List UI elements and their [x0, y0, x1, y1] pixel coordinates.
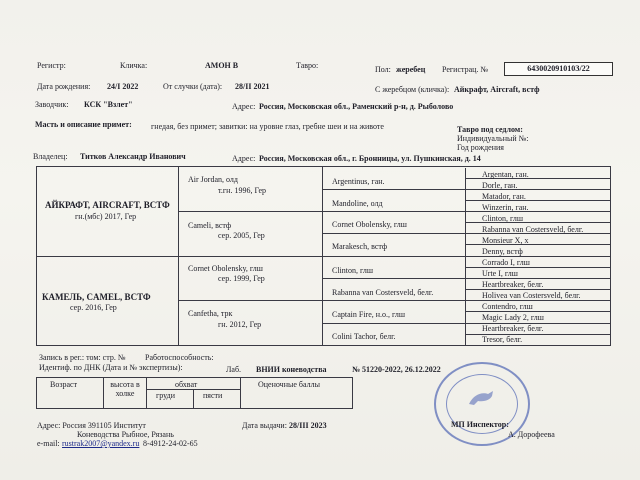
gen4-name: Tresor, белг. — [482, 335, 523, 344]
gen4-name: Magic Lady 2, глш — [482, 313, 544, 322]
gen4-name: Holivea van Costersveld, белг. — [482, 291, 581, 300]
gen2-info: сер. 2005, Гер — [218, 231, 265, 240]
gen2-name: Cameli, встф — [188, 221, 232, 230]
gen4-name: Clinton, глш — [482, 214, 524, 223]
year-label: Год рождения — [457, 143, 504, 152]
regnum-label: Регистрац. № — [442, 65, 489, 74]
gen4-name: Argentan, ган. — [482, 170, 529, 179]
owner-label: Владелец: — [33, 152, 68, 161]
stallion-label: С жеребцом (кличка): — [375, 85, 450, 94]
gen2-info: гн. 2012, Гер — [218, 320, 262, 329]
gen3-name: Cornet Obolensky, глш — [332, 220, 407, 229]
gen4-name: Urte I, глш — [482, 269, 518, 278]
gen2-info: сер. 1999, Гер — [218, 274, 265, 283]
gen4-name: Denny, встф — [482, 247, 523, 256]
inspector-name: А. Дорофеева — [508, 430, 555, 439]
gen4-name: Winzerin, ган. — [482, 203, 529, 212]
mating-value: 28/II 2021 — [235, 82, 270, 91]
email-link[interactable]: rustrak2007@yandex.ru — [62, 439, 140, 448]
brand-title: Тавро под седлом: — [457, 125, 523, 134]
gen2-name: Canfetha, трк — [188, 309, 233, 318]
ident-label: Идентиф. по ДНК (Дата и № экспертизы): — [39, 363, 183, 372]
expertise-value: № 51220-2022, 26.12.2022 — [352, 365, 441, 374]
nickname-label: Кличка: — [120, 61, 148, 70]
record-label: Запись в рег.: том: стр. № — [39, 353, 126, 362]
sex-value: жеребец — [396, 65, 426, 74]
gen4-name: Corrado I, глш — [482, 258, 530, 267]
breeder-value: КСК "Взлет" — [84, 100, 133, 109]
inspector-label: МП Инспектор: — [451, 420, 509, 429]
gen4-name: Matador, ган. — [482, 192, 526, 201]
sire-info: гн.(мбс) 2017, Гер — [75, 212, 137, 221]
gen3-name: Colini Tachor, белг. — [332, 332, 396, 341]
owner-value: Титков Александр Иванович — [80, 152, 186, 161]
dam-info: сер. 2016, Гер — [70, 303, 117, 312]
stallion-value: Айкрафт, Aircraft, встф — [454, 85, 540, 94]
email-label: e-mail: — [37, 439, 60, 448]
gen4-name: Heartbreaker, белг. — [482, 280, 544, 289]
breeder-address: Россия, Московская обл., Раменский р-н, д. Рыболово — [259, 102, 454, 111]
inst-address: Адрес: Россия 391105 Институт — [37, 421, 146, 430]
regnum-box: 643002091010З/22 — [504, 62, 613, 76]
gen3-name: Clinton, глш — [332, 266, 374, 275]
gen2-name: Air Jordan, олд — [188, 175, 238, 184]
brand-label: Тавро: — [296, 61, 319, 70]
gen4-name: Contendro, глш — [482, 302, 533, 311]
issue-label: Дата выдачи: — [242, 421, 287, 430]
mating-label: От случки (дата): — [163, 82, 223, 91]
col-score: Оценочные баллы — [258, 380, 320, 389]
horse-emblem-icon — [466, 388, 496, 408]
issue-date: 28/III 2023 — [289, 421, 327, 430]
individual-label: Индивидуальный №: — [457, 134, 529, 143]
sire-name: АЙКРАФТ, AIRCRAFT, ВСТФ — [45, 200, 170, 210]
col-age: Возраст — [50, 380, 78, 389]
gen3-name: Rabanna van Costersveld, белг. — [332, 288, 434, 297]
col-height: высота в холке — [110, 380, 140, 398]
gen4-name: Monsieur X, х — [482, 236, 529, 245]
lab-label: Лаб. — [226, 365, 242, 374]
gen4-name: Dorle, ган. — [482, 181, 518, 190]
breeder-label: Заводчик: — [35, 100, 69, 109]
gen4-name: Heartbreaker, белг. — [482, 324, 544, 333]
work-label: Работоспособность: — [145, 353, 214, 362]
owner-address-label: Адрес: — [232, 154, 256, 163]
color-value: гнедая, без примет; завитки: на уровне глаз, гребне шеи и на животе — [151, 122, 384, 131]
color-label: Масть и описание примет: — [35, 120, 132, 129]
gen4-name: Rabanna van Costersveld, белг. — [482, 225, 584, 234]
owner-address: Россия, Московская обл., г. Бронницы, ул. Пушкинская, д. 14 — [259, 154, 481, 163]
gen2-name: Cornet Obolensky, глш — [188, 264, 263, 273]
gen3-name: Argentinus, ган. — [332, 177, 385, 186]
gen2-info: т.гн. 1996, Гер — [218, 186, 267, 195]
gen3-name: Mandoline, олд — [332, 199, 383, 208]
gen3-name: Marakesch, встф — [332, 242, 388, 251]
lab-value: ВНИИ коневодства — [256, 365, 327, 374]
nickname-value: АМОН В — [205, 61, 239, 70]
birth-label: Дата рождения: — [37, 82, 91, 91]
birth-value: 24/I 2022 — [107, 82, 139, 91]
sex-label: Пол: — [375, 65, 391, 74]
gen3-name: Captain Fire, н.о., глш — [332, 310, 406, 319]
breeder-address-label: Адрес: — [232, 102, 256, 111]
col-chest: груди — [156, 391, 176, 400]
register-label: Регистр: — [37, 61, 66, 70]
dam-name: КАМЕЛЬ, CAMEL, ВСТФ — [42, 292, 151, 302]
col-cannon: пясти — [203, 391, 223, 400]
inst-name: Коневодства Рыбное, Рязань — [77, 430, 174, 439]
col-girth: обхват — [175, 380, 198, 389]
phone-number: 8-4912-24-02-65 — [143, 439, 198, 448]
